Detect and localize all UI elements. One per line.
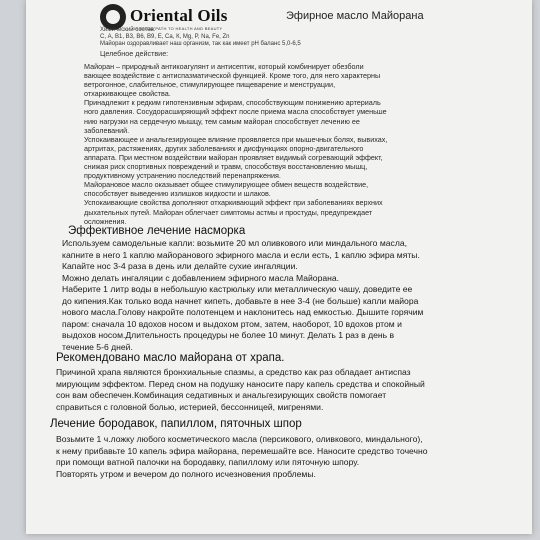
warts-text — [56, 434, 428, 480]
text-line: дыхательных путей. Майоран облегчает симптомы астмы и простуды, предупреждает — [84, 207, 373, 217]
text-line: Майорановое масло оказывает общее стимулирующее обмен веществ воздействие, — [84, 180, 369, 190]
text-line: Повторять утром и вечером до полного исчезновения проблемы. — [56, 468, 316, 479]
text-line: Успокаивающие свойства дополняют отхаркивающий эффект при заболеваниях верхних — [84, 198, 383, 208]
text-line: капните в него 1 каплю майоранового эфирного масла и если есть, 1 каплю эфира мяты. — [62, 249, 420, 260]
text-line: отхаркивающее свойства. — [84, 89, 171, 99]
text-line: аппарата. При местном воздействии майоран проявляет видимый согревающий эффект, — [84, 152, 383, 162]
text-line: осложнения. — [84, 216, 127, 226]
properties-text — [84, 62, 524, 226]
ph-note: Майоран оздоравливает наш организм, так как имеет pH баланс 5,0-6,5 — [100, 41, 301, 47]
text-line: паром: сначала 10 вдохов носом и выдохом ртом, затем, наоборот, 10 вдохов ртом и — [62, 318, 402, 329]
text-line: заболеваний. — [84, 125, 130, 135]
warts-heading: Лечение бородавок, папиллом, пяточных шпор — [50, 418, 302, 430]
text-line: сон вам обеспечен.Комбинация седативных и анальгезирующих свойств помогает — [56, 390, 387, 400]
text-line: до кипения.Как только вода начнет кипеть, добавьте в нее 3-4 (не больше) капли майора — [62, 295, 419, 306]
text-line: справиться с головной болью, истерией, бессонницей, мигренями. — [56, 401, 324, 412]
text-line: течение 5-6 дней. — [62, 341, 133, 352]
runny-nose-heading: Эффективное лечение насморка — [68, 225, 246, 237]
text-line: нию нагрузки на сердечную мышцу, тем самым майоран способствует лечению ее — [84, 116, 360, 126]
text-line: Можно делать ингаляции с добавлением эфирного масла Майорана. — [62, 272, 340, 283]
text-line: вающее воздействие с антиспазматической функцией. Кроме того, для него характерны — [84, 71, 381, 81]
document-title: Эфирное масло Майорана — [286, 10, 424, 22]
text-line: ного давления. Сосудорасширяющий эффект после приема масла способствует уменьше — [84, 107, 387, 117]
text-line: Принадлежит к редким гипотензивным эфирам, способствующим понижению артериаль — [84, 98, 381, 108]
text-line: способствует выведению излишков жидкости и шлаков. — [84, 189, 271, 199]
text-line: Возьмите 1 ч.ложку любого косметического масла (персикового, оливкового, миндального), — [56, 434, 423, 444]
brand-name: Oriental Oils — [130, 6, 228, 25]
text-line: нового масла.Голову накройте полотенцем и наклонитесь над емкостью. Дышите горячим — [62, 307, 424, 317]
text-line: Майоран – природный антикоагулянт и антисептик, который комбинирует обезболи — [84, 62, 364, 71]
text-line: Наберите 1 литр воды в небольшую кастрюльку или металлическую чашу, доведите ее — [62, 284, 413, 294]
text-line: мирующим эффектом. Перед сном на подушку наносите пару капель средства и спокойный — [56, 378, 425, 389]
properties-title: Целебное действие: — [100, 49, 169, 58]
composition-elements: С, А, В1, В3, В6, В9, Е, Са, К, Mg, P, Na, Fe, Zn — [100, 34, 230, 40]
text-line: Используем самодельные капли: возьмите 20 мл оливкового или миндального масла, — [62, 238, 408, 248]
brand-tagline: ORIENTAL PATH TO HEALTH AND BEAUTY — [132, 26, 223, 31]
snoring-heading: Рекомендовано масло майорана от храпа. — [56, 352, 285, 364]
runny-nose-text — [62, 238, 423, 353]
composition-label: Химический состав: — [100, 27, 156, 33]
text-line: Капайте нос 3-4 раза в день или делайте сухие ингаляции. — [62, 261, 298, 271]
text-line: ветрогонное, слабительное, стимулирующее пищеварение и менструации, — [84, 80, 336, 90]
text-line: при помощи ватной палочки на бородавку, папиллому или пяточную шпору. — [56, 457, 360, 467]
text-line: продуктивному устранению последствий перенапряжения. — [84, 171, 281, 181]
text-line: артритах, растяжениях, других заболеваниях и дисфункциях опорно-двигательного — [84, 143, 364, 153]
text-line: Причиной храпа являются бронхиальные спазмы, а средство как раз обладает антиспаз — [56, 367, 411, 377]
leaflet-page — [26, 0, 532, 534]
text-line: снижая риск спортивных повреждений и травм, способствуя восстановлению мышц, — [84, 162, 368, 172]
text-line: к нему прибавьте 10 капель эфира майорана, перемешайте все. Наносите средство точечно — [56, 445, 428, 456]
text-line: выдохов носом.Длительность процедуры не более 10 минут. Делать 1 раз в день в — [62, 330, 395, 340]
text-line: Успокаивающее и анальгезирующее влияние проявляется при мышечных болях, вывихах, — [84, 134, 388, 144]
snoring-text — [56, 367, 425, 413]
